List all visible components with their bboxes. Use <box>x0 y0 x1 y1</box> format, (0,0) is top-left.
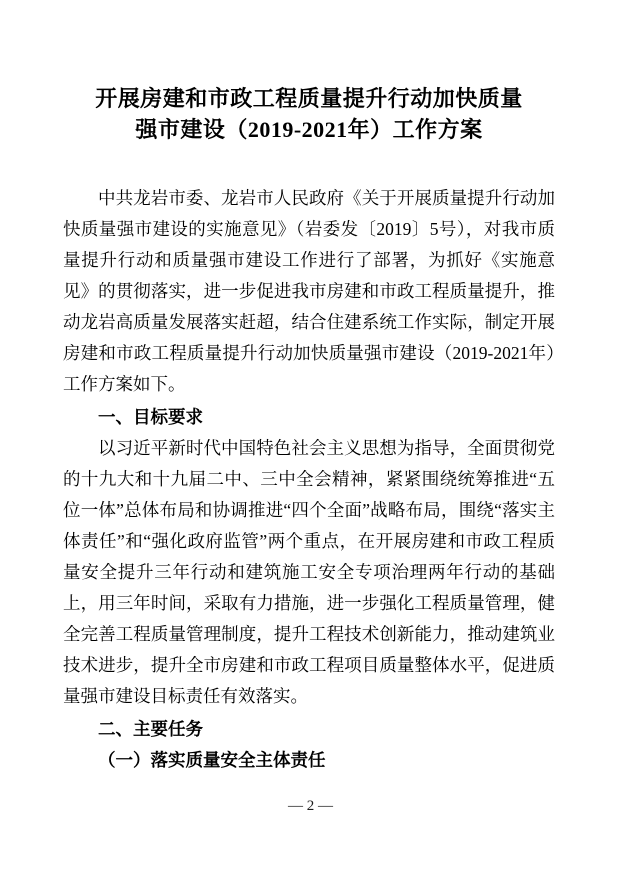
section-2-heading: 二、主要任务 <box>98 719 203 739</box>
page-number: — 2 — <box>288 798 333 814</box>
document-title-line-2: 强市建设（2019-2021年）工作方案 <box>135 117 483 142</box>
section-2-subheading-1: （一）落实质量安全主体责任 <box>98 750 326 770</box>
section-1-paragraph: 以习近平新时代中国特色社会主义思想为指导，全面贯彻党的十九大和十九届二中、三中全会精神，紧紧围绕统筹推进“五位一体”总体布局和协调推进“四个全面”战略布局，围绕“落实主体责任”和“强化政府监管”两个重点，在开展房建和市政工程质量安全提升三年行动和建筑施工安全专项治理两年行动的基础上，用三年时间，采取有力措施，进一步强化工程质量管理，健全完善工程质量管理制度，提升工程技术创新能力，推动建筑业技术进步，提升全市房建和市政工程项目质量整体水平，促进质量强市建设目标责任有效落实。 <box>63 438 555 706</box>
document-title-line-1: 开展房建和市政工程质量提升行动加快质量 <box>95 86 523 111</box>
intro-paragraph: 中共龙岩市委、龙岩市人民政府《关于开展质量提升行动加快质量强市建设的实施意见》（岩委发〔2019〕5号），对我市质量提升行动和质量强市建设工作进行了部署，为抓好《实施意见》的贯彻落实，进一步促进我市房建和市政工程质量提升，推动龙岩高质量发展落实赶超，结合住建系统工作实际，制定开展房建和市政工程质量提升行动加快质量强市建设（2019-2021年）工作方案如下。 <box>63 188 555 394</box>
section-1-heading: 一、目标要求 <box>98 407 203 427</box>
document-title <box>63 83 555 145</box>
